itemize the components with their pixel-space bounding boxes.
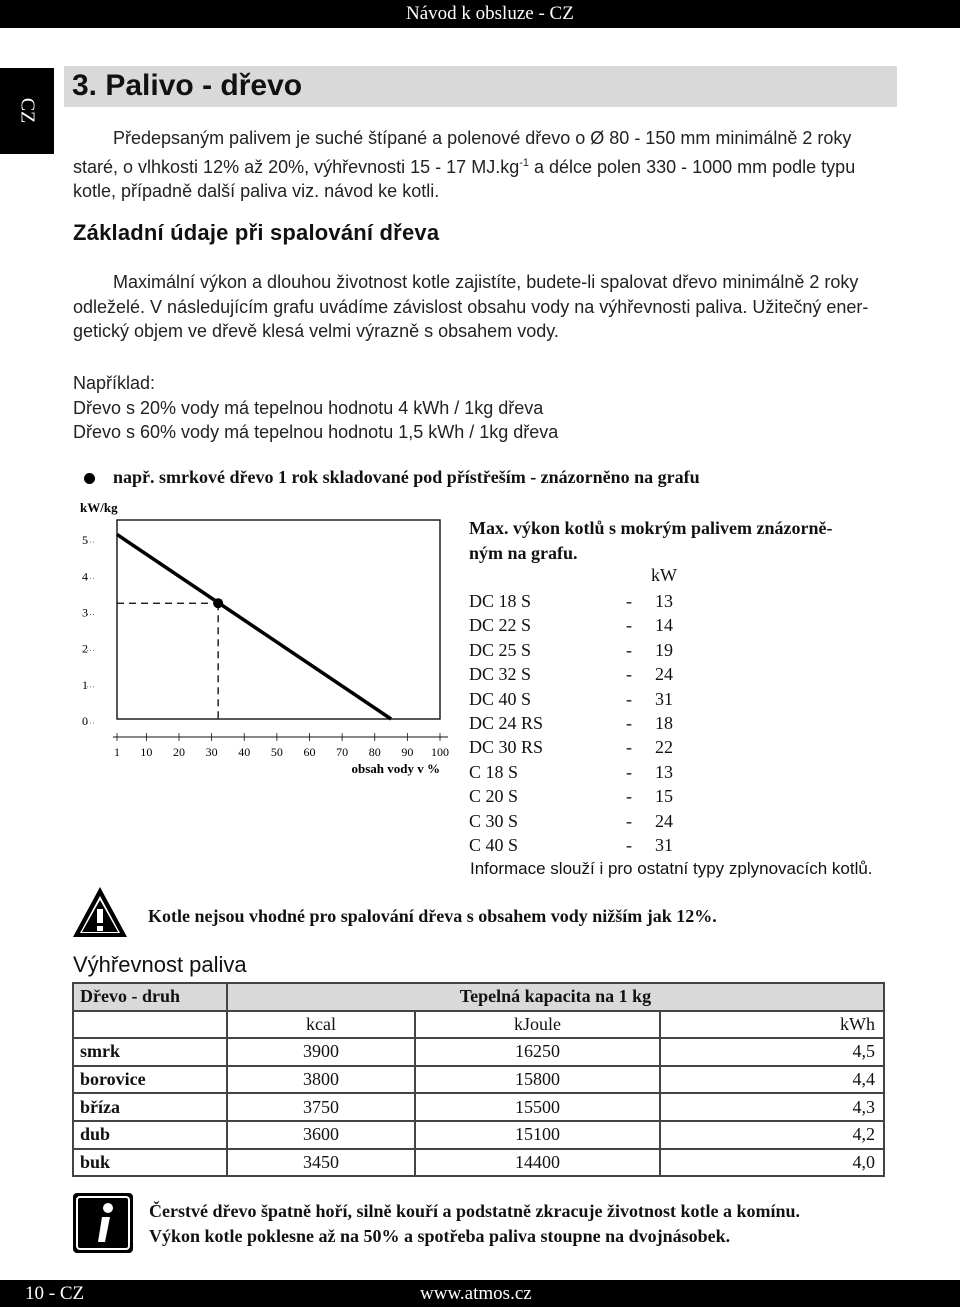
footer-bar [0,1280,960,1307]
heat-col-group: Tepelná kapacita na 1 kg [227,983,884,1011]
chart-y-axis-label: kW/kg [80,500,118,515]
value-kjoule: 16250 [415,1038,660,1066]
boiler-kw: 22 [655,737,673,758]
boiler-kw: 31 [655,834,673,855]
warning-triangle-icon [70,884,130,940]
page-number: 10 - CZ [25,1283,85,1304]
chart-y-tick-label: 2 [82,641,88,656]
chart-series-line [117,534,391,719]
boiler-kw: 15 [655,786,673,807]
value-kcal: 3800 [227,1066,415,1094]
value-kwh: 4,2 [660,1121,884,1149]
value-kwh: 4,5 [660,1038,884,1066]
heat-table-header [73,983,884,1011]
heat-unit-kwh: kWh [660,1011,884,1039]
warning-text: Kotle nejsou vhodné pro spalování dřeva s obsahem vody nižším jak 12%. [148,906,717,926]
max-output-title-line-1: Max. výkon kotlů s mokrým palivem znázorně- [469,518,833,538]
chart-x-tick-label: 100 [431,745,449,759]
chart-x-tick-label: 80 [368,745,381,759]
basics-paragraph [73,270,903,344]
basics-line-2: odleželé. V následujícím grafu uvádíme závislost obsahu vody na výhřevnosti paliva. Užitečný ener- [73,296,869,317]
boiler-dash: - [626,712,632,733]
example-line-1: Dřevo s 20% vody má tepelnou hodnotu 4 kWh / 1kg dřeva [73,397,544,418]
boiler-name: DC 32 S [469,664,532,685]
chart-y-tick-label: 3 [82,605,88,620]
info-icon [72,1192,134,1254]
wood-type: bříza [73,1093,227,1121]
basics-title: Základní údaje při spalování dřeva [73,220,440,245]
boiler-name: C 20 S [469,786,519,807]
value-kwh: 4,4 [660,1066,884,1094]
boiler-dash: - [626,639,632,660]
boiler-name: DC 18 S [469,591,532,611]
chart-x-tick-label: 30 [205,745,218,759]
value-kcal: 3900 [227,1038,415,1066]
boiler-kw: 13 [655,761,673,782]
section-title: 3. Palivo - dřevo [72,69,303,102]
wood-type: buk [73,1149,227,1177]
wood-type: borovice [73,1066,227,1094]
website-link[interactable]: www.atmos.cz [420,1283,532,1304]
boiler-kw: 31 [655,688,673,709]
boiler-name: C 30 S [469,810,519,831]
value-kcal: 3750 [227,1093,415,1121]
boiler-dash: - [626,688,632,709]
intro-line-1: Předepsaným palivem je suché štípané a polenové dřevo o Ø 80 - 150 mm minimálně 2 roky [113,128,852,148]
intro-paragraph [73,126,903,204]
boiler-dash: - [626,761,632,782]
boiler-dash: - [626,737,632,758]
chart-x-tick-label: 70 [336,745,349,759]
heat-value-title: Výhřevnost paliva [73,952,247,977]
boiler-kw: 13 [655,591,673,611]
language-tab [0,68,54,154]
heat-value-table [72,982,885,1177]
max-output-title [469,516,929,566]
bullet-note: např. smrkové dřevo 1 rok skladované pod přístřeším - znázorněno na grafu [113,467,700,487]
intro-line-2-sup: -1 [519,156,529,169]
max-output-title-line-2: ným na grafu. [469,543,578,563]
chart-x-tick-label: 20 [172,745,185,759]
chart-marker-point [213,598,223,608]
boiler-name: C 18 S [469,761,519,782]
chart-plot-frame [117,520,440,719]
chart-x-tick-label: 50 [270,745,283,759]
example-label: Například: [73,373,156,393]
moisture-chart [70,495,460,785]
chart-x-tick-label: 1 [114,745,120,759]
boiler-dash: - [626,810,632,831]
basics-line-3: getický objem ve dřevě klesá velmi výrazně s obsahem vody. [73,321,559,341]
boiler-dash: - [626,834,632,855]
intro-line-2 [73,151,903,180]
heat-unit-kcal: kcal [227,1011,415,1039]
header-bar [0,0,960,28]
value-kcal: 3450 [227,1149,415,1177]
chart-x-tick-label: 60 [303,745,316,759]
heat-table-row [73,1093,884,1121]
chart-y-tick-label: 1 [82,677,88,692]
value-kjoule: 15800 [415,1066,660,1094]
value-kjoule: 15500 [415,1093,660,1121]
language-tab-label: CZ [16,97,39,124]
section-header [64,66,897,107]
chart-x-tick-label: 40 [238,745,251,759]
heat-table-units [73,1011,884,1039]
boiler-dash: - [626,786,632,807]
value-kcal: 3600 [227,1121,415,1149]
boiler-name: C 40 S [469,834,519,855]
boiler-dash: - [626,591,632,611]
chart-x-tick-label: 10 [140,745,153,759]
intro-line-2b: a délce polen 330 - 1000 mm podle typu [528,156,856,177]
chart-y-tick-label: 0 [82,714,88,728]
boiler-kw: 18 [655,712,673,733]
chart-x-axis-label: obsah vody v % [351,761,440,776]
heat-table-row [73,1121,884,1149]
intro-line-2a: staré, o vlhkosti 12% až 20%, výhřevnosti 15 - 17 MJ.kg [73,156,520,177]
heat-col-type: Dřevo - druh [73,983,227,1011]
max-output-info: Informace slouží i pro ostatní typy zplynovacích kotlů. [470,859,873,878]
info-note [149,1199,800,1249]
boiler-dash: - [626,664,632,685]
boiler-name: DC 30 RS [469,737,544,758]
boiler-name: DC 25 S [469,639,532,660]
value-kwh: 4,0 [660,1149,884,1177]
chart-y-tick-label: 5 [82,533,88,548]
boiler-kw: 19 [655,639,673,660]
example-block [73,371,873,445]
info-note-line-2: Výkon kotle poklesne až na 50% a spotřeba paliva stoupne na dvojnásobek. [149,1226,731,1246]
heat-table-row [73,1149,884,1177]
value-kwh: 4,3 [660,1093,884,1121]
boiler-kw: 24 [655,810,673,831]
wood-type: smrk [73,1038,227,1066]
heat-table-row [73,1038,884,1066]
bullet-dot-icon [84,473,95,484]
value-kjoule: 14400 [415,1149,660,1177]
boiler-kw: 14 [655,615,673,636]
heat-table-row [73,1066,884,1094]
header-title: Návod k obsluze - CZ [406,3,574,24]
intro-line-3: kotle, případně další paliva viz. návod ke kotli. [73,181,440,201]
boiler-name: DC 40 S [469,688,532,709]
chart-x-tick-label: 90 [401,745,414,759]
heat-units-blank [73,1011,227,1039]
max-output-unit: kW [651,565,677,585]
wood-type: dub [73,1121,227,1149]
example-line-2: Dřevo s 60% vody má tepelnou hodnotu 1,5 kWh / 1kg dřeva [73,422,559,442]
boiler-kw: 24 [655,664,673,685]
boiler-name: DC 22 S [469,615,532,636]
chart-y-tick-label: 4 [82,569,88,584]
boiler-dash: - [626,615,632,636]
basics-line-1: Maximální výkon a dlouhou životnost kotle zajistíte, budete-li spalovat dřevo minimálně 2 roky [113,272,859,292]
value-kjoule: 15100 [415,1121,660,1149]
boiler-name: DC 24 RS [469,712,544,733]
info-note-line-1: Čerstvé dřevo špatně hoří, silně kouří a podstatně zkracuje životnost kotle a komínu. [149,1201,800,1221]
heat-unit-kjoule: kJoule [415,1011,660,1039]
